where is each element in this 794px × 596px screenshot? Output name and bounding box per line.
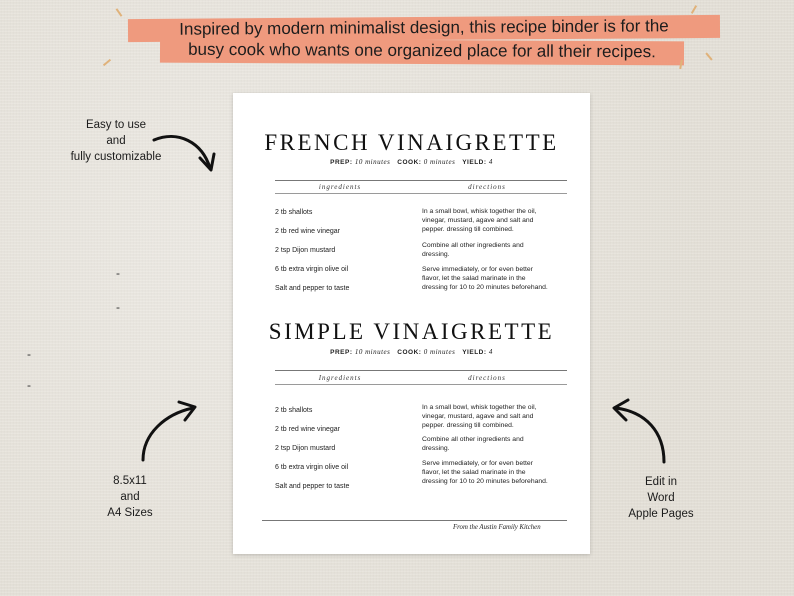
direction-step: In a small bowl, whisk together the oil, vinegar, mustard, agave and salt and pepper. dressing till combined.: [422, 208, 537, 233]
curved-arrow-icon: [606, 398, 676, 466]
direction-step: In a small bowl, whisk together the oil, vinegar, mustard, agave and salt and pepper. dressing till combined.: [422, 404, 537, 429]
prep-value: 10 minutes: [354, 158, 391, 166]
direction-step: Combine all other ingredients and dressing.: [422, 436, 524, 452]
yield-label: YIELD:: [462, 159, 487, 166]
ingredients-header: Ingredients: [318, 374, 362, 382]
decor-tick: [705, 52, 712, 60]
ingredient-item: 6 tb extra virgin olive oil: [275, 464, 349, 471]
note-sizes: [100, 473, 160, 521]
dash-mark: -: [116, 300, 120, 314]
direction-step: Serve immediately, or for even better flavor, let the salad marinate in the dressing for 10 to 20 minutes beforehand.: [422, 266, 548, 291]
footer-credit: From the Austin Family Kitchen: [453, 524, 541, 531]
recipe-meta: [233, 158, 590, 166]
dash-mark: -: [116, 266, 120, 280]
divider: [275, 180, 567, 181]
decor-tick: [116, 8, 123, 17]
note-line: Word: [647, 492, 675, 504]
cook-label: COOK:: [397, 349, 422, 356]
decor-tick: [103, 59, 111, 66]
note-edit: [620, 474, 702, 522]
banner-line-1: Inspired by modern minimalist design, this recipe binder is for the: [128, 15, 720, 42]
directions-header: directions: [468, 183, 506, 191]
note-line: A4 Sizes: [107, 507, 153, 519]
recipe-page: [233, 93, 590, 554]
yield-value: 4: [488, 158, 493, 166]
ingredient-item: 2 tsp Dijon mustard: [275, 247, 336, 254]
curved-arrow-icon: [150, 128, 220, 178]
divider: [275, 193, 567, 194]
cook-value: 0 minutes: [423, 158, 456, 166]
ingredient-item: 6 tb extra virgin olive oil: [275, 266, 349, 273]
direction-step: Combine all other ingredients and dressing.: [422, 242, 524, 258]
dash-mark: -: [27, 378, 31, 392]
direction-step: Serve immediately, or for even better flavor, let the salad marinate in the dressing for 10 to 20 minutes beforehand.: [422, 460, 548, 485]
cook-value: 0 minutes: [423, 348, 456, 356]
curved-arrow-icon: [135, 400, 205, 465]
directions-header: directions: [468, 374, 506, 382]
note-line: 8.5x11: [113, 475, 147, 487]
prep-label: PREP:: [330, 159, 353, 166]
yield-label: YIELD:: [462, 349, 487, 356]
dash-mark: -: [27, 347, 31, 361]
ingredient-item: Salt and pepper to taste: [275, 285, 350, 292]
ingredient-item: 2 tb red wine vinegar: [275, 228, 340, 235]
cook-label: COOK:: [397, 159, 422, 166]
recipe-meta: [233, 348, 590, 356]
note-line: fully customizable: [70, 151, 162, 163]
recipe-title: FRENCH VINAIGRETTE: [264, 130, 559, 155]
recipe-title: SIMPLE VINAIGRETTE: [268, 319, 555, 344]
yield-value: 4: [488, 348, 493, 356]
divider: [275, 384, 567, 385]
banner-line-2: busy cook who wants one organized place for all their recipes.: [160, 39, 684, 66]
ingredients-header: ingredients: [318, 183, 362, 191]
note-line: Apple Pages: [628, 508, 694, 520]
ingredient-item: Salt and pepper to taste: [275, 483, 350, 490]
ingredient-item: 2 tsp Dijon mustard: [275, 445, 336, 452]
ingredient-item: 2 tb shallots: [275, 407, 313, 414]
note-line: and: [106, 135, 126, 147]
ingredient-item: 2 tb red wine vinegar: [275, 426, 340, 433]
prep-value: 10 minutes: [354, 348, 391, 356]
prep-label: PREP:: [330, 349, 353, 356]
note-line: and: [120, 491, 140, 503]
ingredient-item: 2 tb shallots: [275, 209, 313, 216]
decor-tick: [691, 5, 697, 14]
note-line: Easy to use: [85, 119, 147, 131]
note-line: Edit in: [645, 476, 677, 488]
footer-divider: [262, 520, 567, 521]
divider: [275, 370, 567, 371]
